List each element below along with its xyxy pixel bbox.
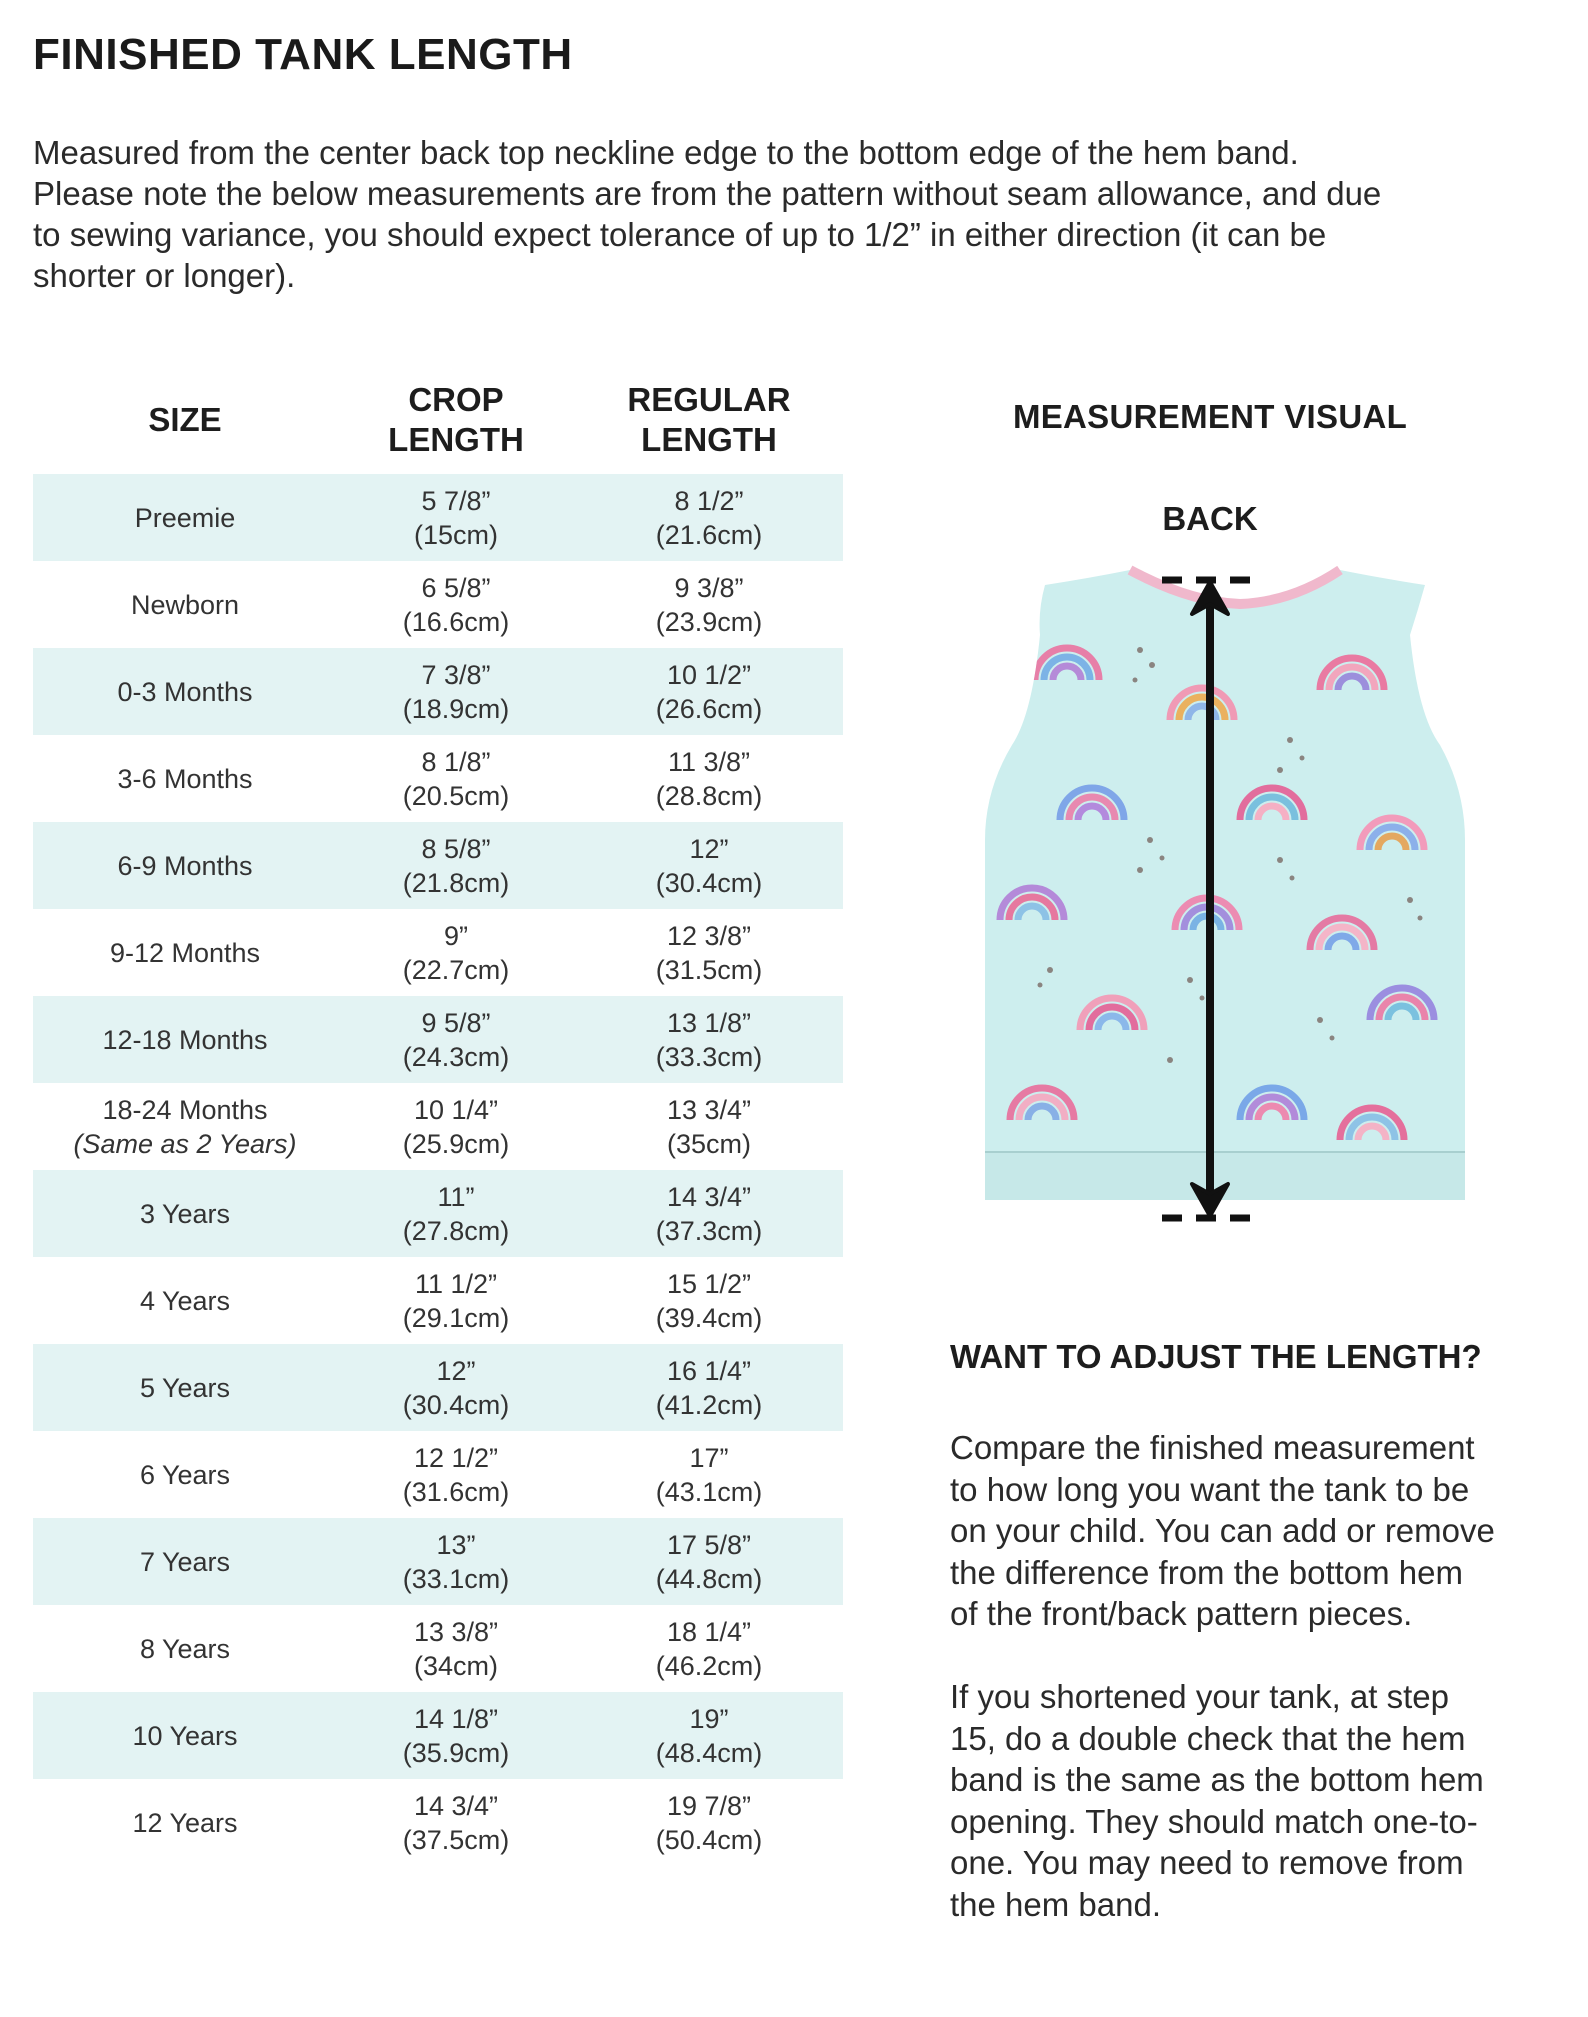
crop-cm: (33.1cm) (402, 1563, 510, 1594)
regular-length-cell (575, 1170, 843, 1257)
regular-cm: (39.4cm) (655, 1302, 763, 1333)
size-cell (33, 1431, 337, 1518)
regular-length-cell (575, 1779, 843, 1866)
crop-length-cell (337, 561, 575, 648)
size-label: 9-12 Months (109, 937, 261, 968)
size-label: Preemie (134, 502, 236, 533)
adjust-paragraph-shortened (950, 1676, 1560, 1925)
regular-cm: (46.2cm) (655, 1650, 763, 1681)
regular-length-cell (575, 1605, 843, 1692)
regular-inches: 19 7/8” (666, 1790, 752, 1821)
table-row (33, 1431, 843, 1518)
table-row (33, 1779, 843, 1866)
size-cell (33, 1170, 337, 1257)
header-crop-line: LENGTH (388, 421, 524, 458)
size-label: 4 Years (139, 1285, 231, 1316)
table-row (33, 1518, 843, 1605)
regular-cm: (23.9cm) (655, 606, 763, 637)
regular-inches: 19” (689, 1703, 729, 1734)
crop-length-cell (337, 648, 575, 735)
crop-cm: (37.5cm) (402, 1824, 510, 1855)
crop-length-cell (337, 1170, 575, 1257)
crop-cm: (22.7cm) (402, 954, 510, 985)
regular-cm: (44.8cm) (655, 1563, 763, 1594)
crop-length-cell (337, 1431, 575, 1518)
regular-inches: 12 3/8” (666, 920, 752, 951)
regular-cm: (41.2cm) (655, 1389, 763, 1420)
crop-cm: (27.8cm) (402, 1215, 510, 1246)
crop-cm: (34cm) (413, 1650, 498, 1681)
crop-length-cell (337, 735, 575, 822)
regular-inches: 10 1/2” (666, 659, 752, 690)
size-cell (33, 1344, 337, 1431)
table-row (33, 1083, 843, 1170)
size-cell (33, 1257, 337, 1344)
paragraph-line: If you shortened your tank, at step (950, 1678, 1449, 1715)
regular-inches: 13 3/4” (666, 1094, 752, 1125)
paragraph-line: to how long you want the tank to be (950, 1470, 1470, 1508)
size-cell (33, 909, 337, 996)
regular-cm: (30.4cm) (655, 867, 763, 898)
crop-cm: (20.5cm) (402, 780, 510, 811)
measurement-visual-title: MEASUREMENT VISUAL (1012, 398, 1408, 435)
regular-cm: (37.3cm) (655, 1215, 763, 1246)
crop-inches: 13” (436, 1529, 476, 1560)
regular-length-cell (575, 909, 843, 996)
intro-line: Please note the below measurements are from the pattern without seam allowance, and due (33, 175, 1382, 212)
crop-inches: 5 7/8” (421, 485, 491, 516)
crop-cm: (30.4cm) (402, 1389, 510, 1420)
intro-line: Measured from the center back top neckline edge to the bottom edge of the hem band. (33, 134, 1299, 171)
size-cell (33, 1779, 337, 1866)
table-row (33, 1605, 843, 1692)
regular-cm: (35cm) (666, 1128, 751, 1159)
regular-length-cell (575, 735, 843, 822)
paragraph-line: opening. They should match one-to- (950, 1802, 1478, 1840)
size-label: 6 Years (139, 1459, 231, 1490)
regular-inches: 8 1/2” (674, 485, 744, 516)
header-regular-line: REGULAR (627, 381, 791, 418)
crop-length-cell (337, 1779, 575, 1866)
regular-cm: (43.1cm) (655, 1476, 763, 1507)
size-cell (33, 474, 337, 561)
crop-cm: (24.3cm) (402, 1041, 510, 1072)
crop-cm: (21.8cm) (402, 867, 510, 898)
paragraph-line: the difference from the bottom hem (950, 1553, 1463, 1591)
regular-length-cell (575, 1344, 843, 1431)
regular-length-cell (575, 996, 843, 1083)
size-label: 7 Years (139, 1546, 231, 1577)
page-title: FINISHED TANK LENGTH (33, 30, 573, 79)
size-cell (33, 996, 337, 1083)
paragraph-line: one. You may need to remove from (950, 1844, 1464, 1881)
size-cell (33, 822, 337, 909)
crop-inches: 10 1/4” (413, 1094, 499, 1125)
size-label: 6-9 Months (117, 850, 253, 881)
crop-cm: (25.9cm) (402, 1128, 510, 1159)
paragraph-line: the hem band. (950, 1885, 1161, 1923)
paragraph-line: band is the same as the bottom hem (950, 1761, 1484, 1798)
crop-cm: (18.9cm) (402, 693, 510, 724)
crop-length-cell (337, 909, 575, 996)
size-cell (33, 1605, 337, 1692)
size-length-table (33, 374, 843, 1866)
regular-length-cell (575, 648, 843, 735)
header-size (33, 374, 337, 474)
crop-inches: 9 5/8” (421, 1007, 491, 1038)
crop-cm: (15cm) (413, 519, 498, 550)
size-cell (33, 735, 337, 822)
paragraph-line: on your child. You can add or remove (950, 1512, 1495, 1549)
size-label: 3 Years (139, 1198, 231, 1229)
size-label: 3-6 Months (117, 763, 253, 794)
regular-cm: (33.3cm) (655, 1041, 763, 1072)
crop-cm: (35.9cm) (402, 1737, 510, 1768)
table-row (33, 1692, 843, 1779)
adjust-length-heading: WANT TO ADJUST THE LENGTH? (950, 1338, 1482, 1375)
header-size-label: SIZE (148, 401, 222, 438)
crop-inches: 12” (436, 1355, 476, 1386)
regular-length-cell (575, 474, 843, 561)
regular-cm: (28.8cm) (655, 780, 763, 811)
crop-inches: 12 1/2” (413, 1442, 499, 1473)
size-label: 10 Years (132, 1720, 238, 1751)
regular-inches: 18 1/4” (666, 1616, 752, 1647)
intro-line: shorter or longer). (33, 257, 296, 294)
size-label: 12 Years (132, 1807, 238, 1838)
crop-cm: (16.6cm) (402, 606, 510, 637)
crop-length-cell (337, 1692, 575, 1779)
crop-cm: (29.1cm) (402, 1302, 510, 1333)
crop-length-cell (337, 1083, 575, 1170)
table-row (33, 735, 843, 822)
regular-inches: 15 1/2” (666, 1268, 752, 1299)
intro-paragraph (33, 132, 1473, 296)
crop-inches: 13 3/8” (413, 1616, 499, 1647)
table-row (33, 1344, 843, 1431)
size-label: 18-24 Months (102, 1094, 268, 1125)
regular-cm: (48.4cm) (655, 1737, 763, 1768)
adjust-paragraph-compare (950, 1427, 1560, 1635)
crop-cm: (31.6cm) (402, 1476, 510, 1507)
size-label: 12-18 Months (102, 1024, 268, 1055)
crop-inches: 14 1/8” (413, 1703, 499, 1734)
size-note: (Same as 2 Years) (73, 1128, 297, 1159)
regular-inches: 11 3/8” (667, 746, 751, 777)
crop-length-cell (337, 474, 575, 561)
regular-inches: 17” (689, 1442, 729, 1473)
regular-inches: 16 1/4” (666, 1355, 752, 1386)
back-label: BACK (1162, 500, 1258, 537)
crop-length-cell (337, 1257, 575, 1344)
table-row (33, 1257, 843, 1344)
header-crop-line: CROP (408, 381, 504, 418)
table-row (33, 909, 843, 996)
table-row (33, 561, 843, 648)
table-row (33, 648, 843, 735)
regular-length-cell (575, 1518, 843, 1605)
crop-inches: 14 3/4” (413, 1790, 499, 1821)
size-cell (33, 1692, 337, 1779)
table-row (33, 822, 843, 909)
crop-length-cell (337, 822, 575, 909)
size-label: 0-3 Months (117, 676, 253, 707)
crop-length-cell (337, 996, 575, 1083)
table-row (33, 1170, 843, 1257)
crop-inches: 8 5/8” (421, 833, 491, 864)
regular-length-cell (575, 822, 843, 909)
crop-inches: 8 1/8” (421, 746, 491, 777)
header-crop-length (337, 374, 575, 474)
paragraph-line: 15, do a double check that the hem (950, 1719, 1466, 1757)
intro-line: to sewing variance, you should expect tolerance of up to 1/2” in either direction (it can be (33, 216, 1327, 253)
regular-inches: 12” (689, 833, 729, 864)
regular-length-cell (575, 561, 843, 648)
crop-inches: 9” (443, 920, 468, 951)
table-row (33, 474, 843, 561)
regular-inches: 14 3/4” (666, 1181, 752, 1212)
size-cell (33, 1083, 337, 1170)
crop-inches: 7 3/8” (421, 659, 491, 690)
regular-length-cell (575, 1692, 843, 1779)
crop-inches: 6 5/8” (421, 572, 491, 603)
crop-inches: 11” (437, 1181, 475, 1212)
size-label: 5 Years (139, 1372, 231, 1403)
header-regular-line: LENGTH (641, 421, 777, 458)
paragraph-line: Compare the finished measurement (950, 1429, 1475, 1466)
size-cell (33, 1518, 337, 1605)
regular-length-cell (575, 1083, 843, 1170)
paragraph-line: of the front/back pattern pieces. (950, 1595, 1413, 1632)
tank-back-illustration (940, 540, 1500, 1240)
crop-length-cell (337, 1344, 575, 1431)
size-cell (33, 648, 337, 735)
header-regular-length (575, 374, 843, 474)
regular-length-cell (575, 1431, 843, 1518)
regular-cm: (31.5cm) (655, 954, 763, 985)
size-label: Newborn (130, 589, 240, 620)
regular-inches: 17 5/8” (666, 1529, 752, 1560)
regular-cm: (21.6cm) (655, 519, 763, 550)
regular-inches: 13 1/8” (666, 1007, 752, 1038)
size-cell (33, 561, 337, 648)
crop-length-cell (337, 1605, 575, 1692)
table-header-row (33, 374, 843, 474)
regular-cm: (50.4cm) (655, 1824, 763, 1855)
size-label: 8 Years (139, 1633, 231, 1664)
regular-cm: (26.6cm) (655, 693, 763, 724)
regular-length-cell (575, 1257, 843, 1344)
crop-length-cell (337, 1518, 575, 1605)
table-row (33, 996, 843, 1083)
regular-inches: 9 3/8” (674, 572, 744, 603)
crop-inches: 11 1/2” (414, 1268, 498, 1299)
